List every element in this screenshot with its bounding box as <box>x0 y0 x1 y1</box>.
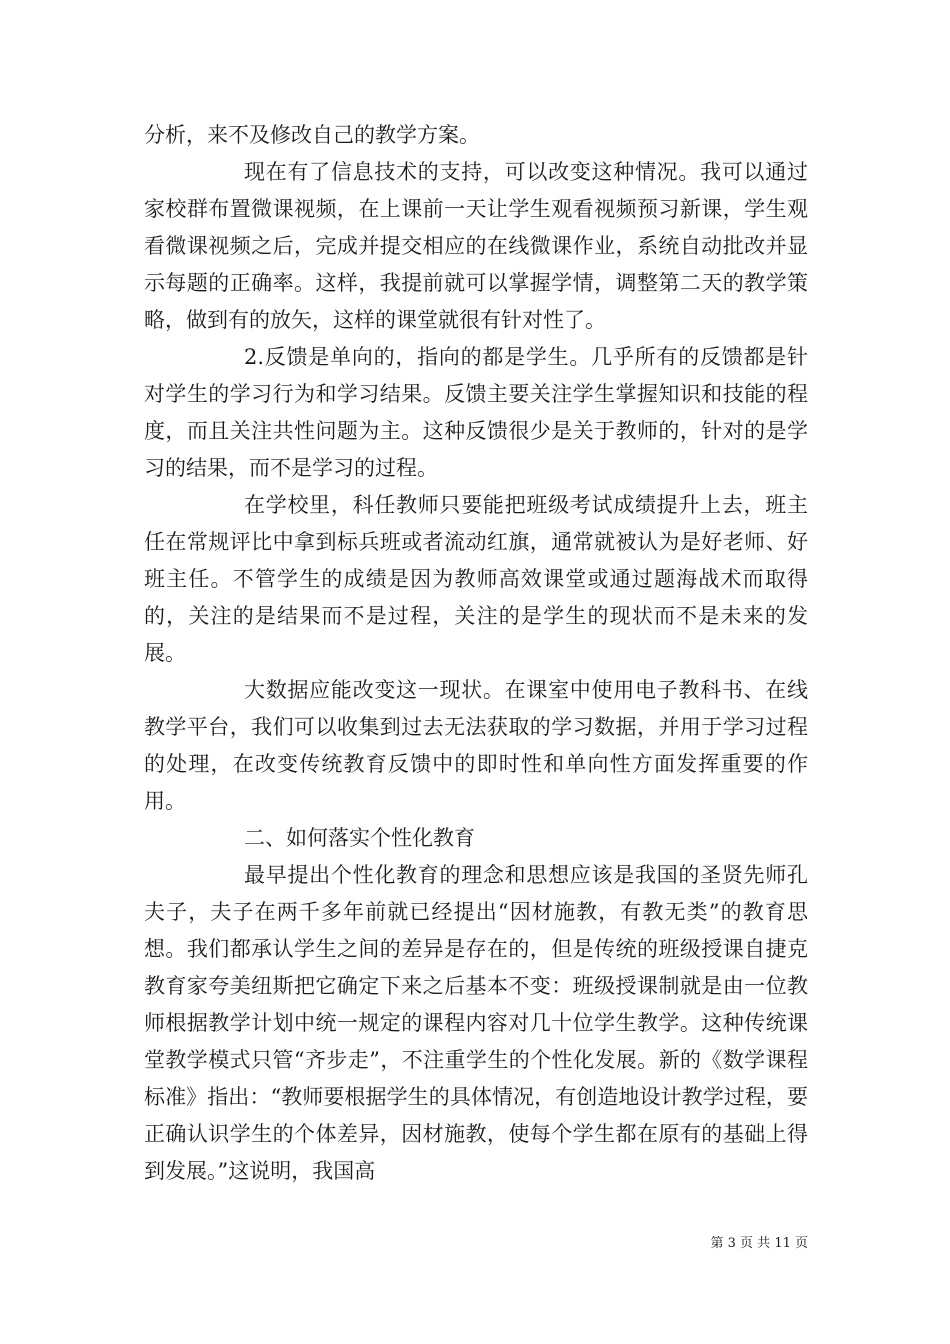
paragraph-3: 2.反馈是单向的，指向的都是学生。几乎所有的反馈都是针对学生的学习行为和学习结果。反馈主要关注学生掌握知识和技能的程度，而且关注共性问题为主。这种反馈很少是关于教师的，针对的是学习的结果，而不是学习的过程。 <box>144 345 808 480</box>
paragraph-4: 在学校里，科任教师只要能把班级考试成绩提升上去，班主任在常规评比中拿到标兵班或者流动红旗，通常就被认为是好老师、好班主任。不管学生的成绩是因为教师高效课堂或通过题海战术而取得的，关注的是结果而不是过程，关注的是学生的现状而不是未来的发展。 <box>144 493 808 665</box>
paragraph-5: 大数据应能改变这一现状。在课室中使用电子教科书、在线教学平台，我们可以收集到过去无法获取的学习数据，并用于学习过程的处理，在改变传统教育反馈中的即时性和单向性方面发挥重要的作用。 <box>144 678 808 813</box>
page-number-footer: 第 3 页 共 11 页 <box>710 1236 808 1251</box>
paragraph-6: 最早提出个性化教育的理念和思想应该是我国的圣贤先师孔夫子，夫子在两千多年前就已经提出“因材施教，有教无类”的教育思想。我们都承认学生之间的差异是存在的，但是传统的班级授课自捷克教育家夸美纽斯把它确定下来之后基本不变：班级授课制就是由一位教师根据教学计划中统一规定的课程内容对几十位学生教学。这种传统课堂教学模式只管“齐步走”，不注重学生的个性化发展。新的《数学课程标准》指出：“教师要根据学生的具体情况，有创造地设计教学过程，要正确认识学生的个体差异，因材施教，使每个学生都在原有的基础上得到发展。”这说明，我国高 <box>144 863 808 1183</box>
section-heading: 二、如何落实个性化教育 <box>244 826 475 850</box>
document-body <box>144 117 808 1190</box>
paragraph-1: 分析，来不及修改自己的教学方案。 <box>144 123 480 147</box>
paragraph-2: 现在有了信息技术的支持，可以改变这种情况。我可以通过家校群布置微课视频，在上课前一天让学生观看视频预习新课，学生观看微课视频之后，完成并提交相应的在线微课作业，系统自动批改并显示每题的正确率。这样，我提前就可以掌握学情，调整第二天的教学策略，做到有的放矢，这样的课堂就很有针对性了。 <box>144 160 808 332</box>
